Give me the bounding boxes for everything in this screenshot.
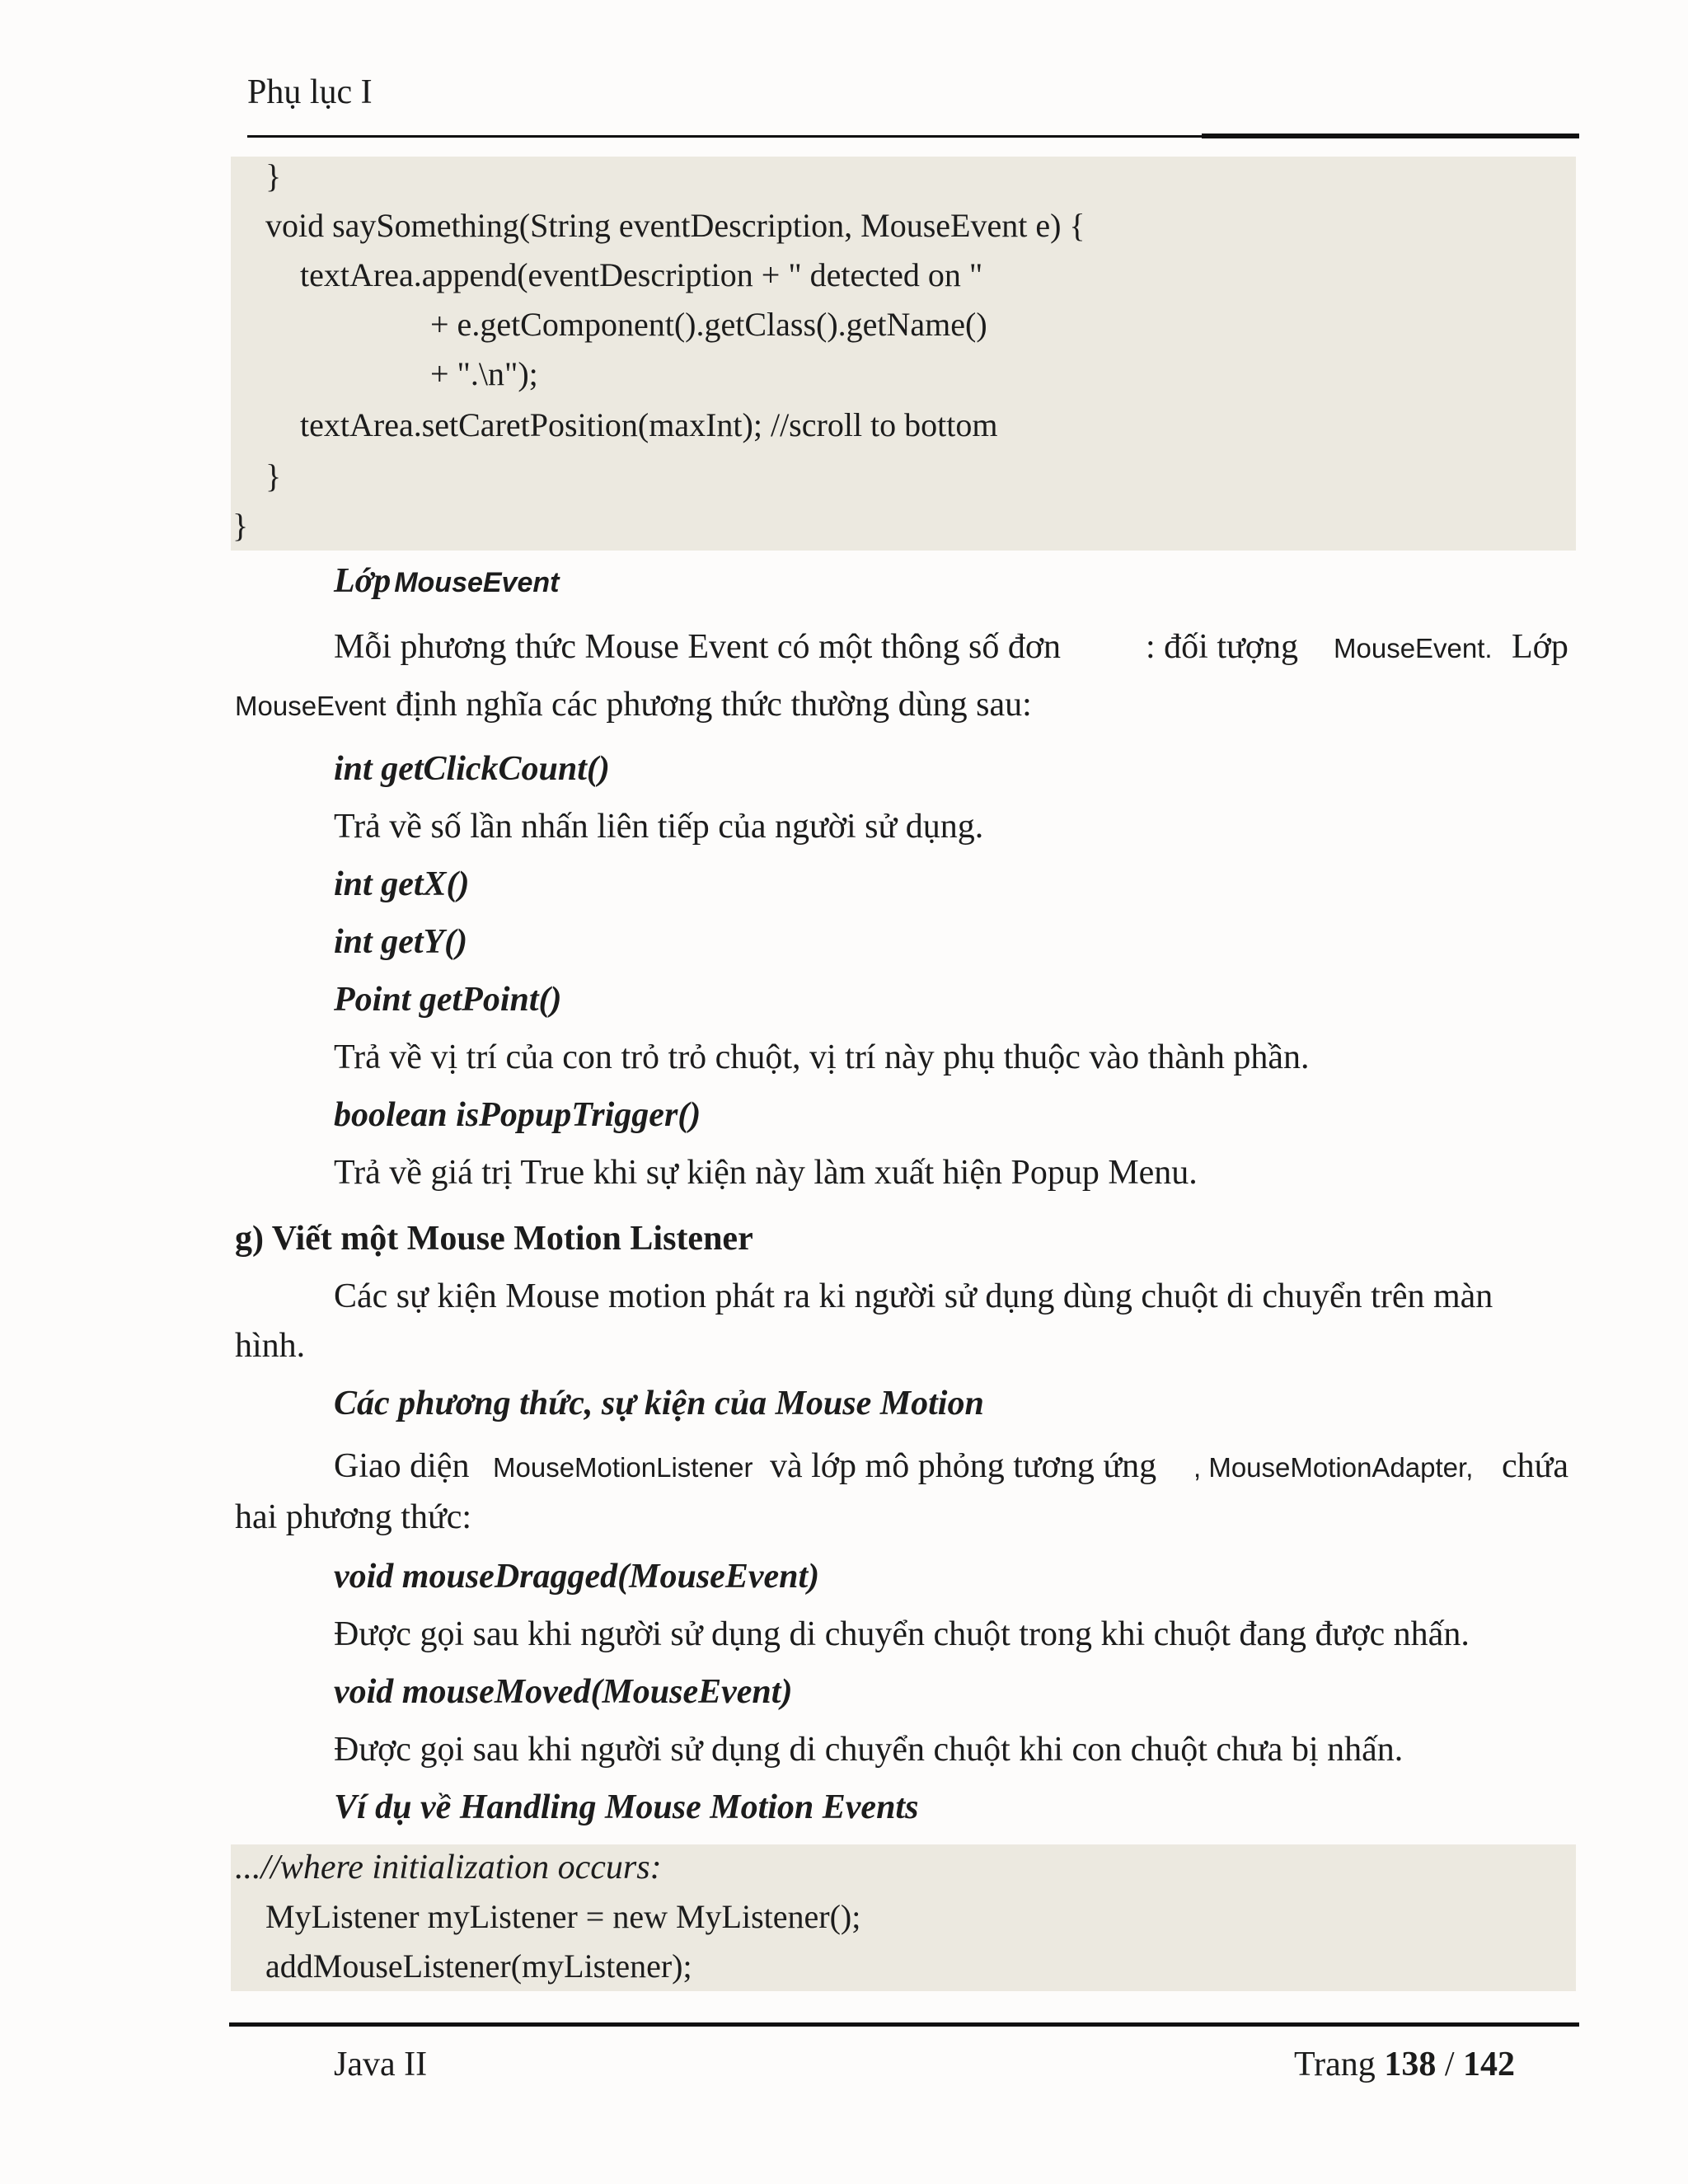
code-line: void saySomething(String eventDescription, MouseEvent e) { <box>265 207 1085 244</box>
method-signature: void mouseDragged(MouseEvent) <box>334 1558 820 1596</box>
code-line: textArea.setCaretPosition(maxInt); //scroll to bottom <box>300 406 998 443</box>
method-signature: int getY() <box>334 923 468 961</box>
paragraph-line <box>1146 625 1298 669</box>
footer-title: Java II <box>334 2046 428 2083</box>
text: Mỗi phương thức Mouse Event có một thông số đơn <box>334 628 1062 666</box>
method-signature: Point getPoint() <box>334 981 562 1019</box>
section-heading: g) Viết một Mouse Motion Listener <box>235 1220 753 1258</box>
text: : đối tượng <box>1146 628 1298 666</box>
page-label: Trang <box>1294 2046 1376 2083</box>
code-line: addMouseListener(myListener); <box>265 1947 692 1985</box>
class-name: MouseEvent. <box>1334 633 1493 663</box>
code-line: } <box>265 157 282 194</box>
footer-rule <box>229 2022 1579 2027</box>
method-description: Trả về giá trị True khi sự kiện này làm xuất hiện Popup Menu. <box>334 1154 1198 1192</box>
method-description: Trả về số lần nhấn liên tiếp của người sử dụng. <box>334 808 984 846</box>
current-page: 138 <box>1384 2046 1437 2083</box>
heading-class: MouseEvent <box>394 567 560 598</box>
method-signature: int getX() <box>334 865 470 903</box>
paragraph-line: hình. <box>235 1327 306 1365</box>
code-line: + ".\n"); <box>430 355 538 392</box>
class-name: MouseMotionListener <box>493 1452 753 1483</box>
code-line: MyListener myListener = new MyListener(); <box>265 1898 861 1935</box>
text: Lớp <box>1512 628 1568 666</box>
total-pages: 142 <box>1462 2046 1515 2083</box>
paragraph-line: hai phương thức: <box>235 1498 472 1536</box>
text: định nghĩa các phương thức thường dùng sau: <box>396 686 1032 724</box>
method-description: Được gọi sau khi người sử dụng di chuyển chuột trong khi chuột đang được nhấn. <box>334 1615 1470 1653</box>
paragraph-line <box>334 625 1061 669</box>
code-line: } <box>232 507 249 544</box>
text: Giao diện <box>334 1447 470 1485</box>
paragraph-line: Các sự kiện Mouse motion phát ra ki người sử dụng dùng chuột di chuyển trên màn <box>334 1277 1493 1315</box>
method-signature: int getClickCount() <box>334 750 610 788</box>
method-signature: void mouseMoved(MouseEvent) <box>334 1673 793 1711</box>
code-comment: ...//where initialization occurs: <box>235 1849 662 1886</box>
heading-prefix: Lớp <box>334 562 392 600</box>
method-signature: boolean isPopupTrigger() <box>334 1096 701 1134</box>
code-line: textArea.append(eventDescription + " detected on " <box>300 256 983 293</box>
section-heading-mouseevent <box>334 559 559 603</box>
class-name: , MouseMotionAdapter, <box>1193 1452 1474 1483</box>
method-description: Trả về vị trí của con trỏ trỏ chuột, vị trí này phụ thuộc vào thành phần. <box>334 1038 1310 1076</box>
page-separator: / <box>1444 2046 1455 2083</box>
code-line: + e.getComponent().getClass().getName() <box>430 306 987 343</box>
page-number <box>1294 2042 1515 2087</box>
example-heading: Ví dụ về Handling Mouse Motion Events <box>334 1788 919 1826</box>
code-line: } <box>265 457 282 494</box>
header-rule <box>247 135 1203 138</box>
text: chứa <box>1502 1447 1569 1485</box>
method-description: Được gọi sau khi người sử dụng di chuyển chuột khi con chuột chưa bị nhấn. <box>334 1731 1404 1769</box>
sub-heading: Các phương thức, sự kiện của Mouse Motion <box>334 1385 984 1422</box>
page-header-title: Phụ lục I <box>247 73 373 111</box>
header-rule-thick <box>1202 134 1579 138</box>
class-name: MouseEvent <box>235 691 387 721</box>
text: và lớp mô phỏng tương ứng <box>770 1447 1157 1485</box>
